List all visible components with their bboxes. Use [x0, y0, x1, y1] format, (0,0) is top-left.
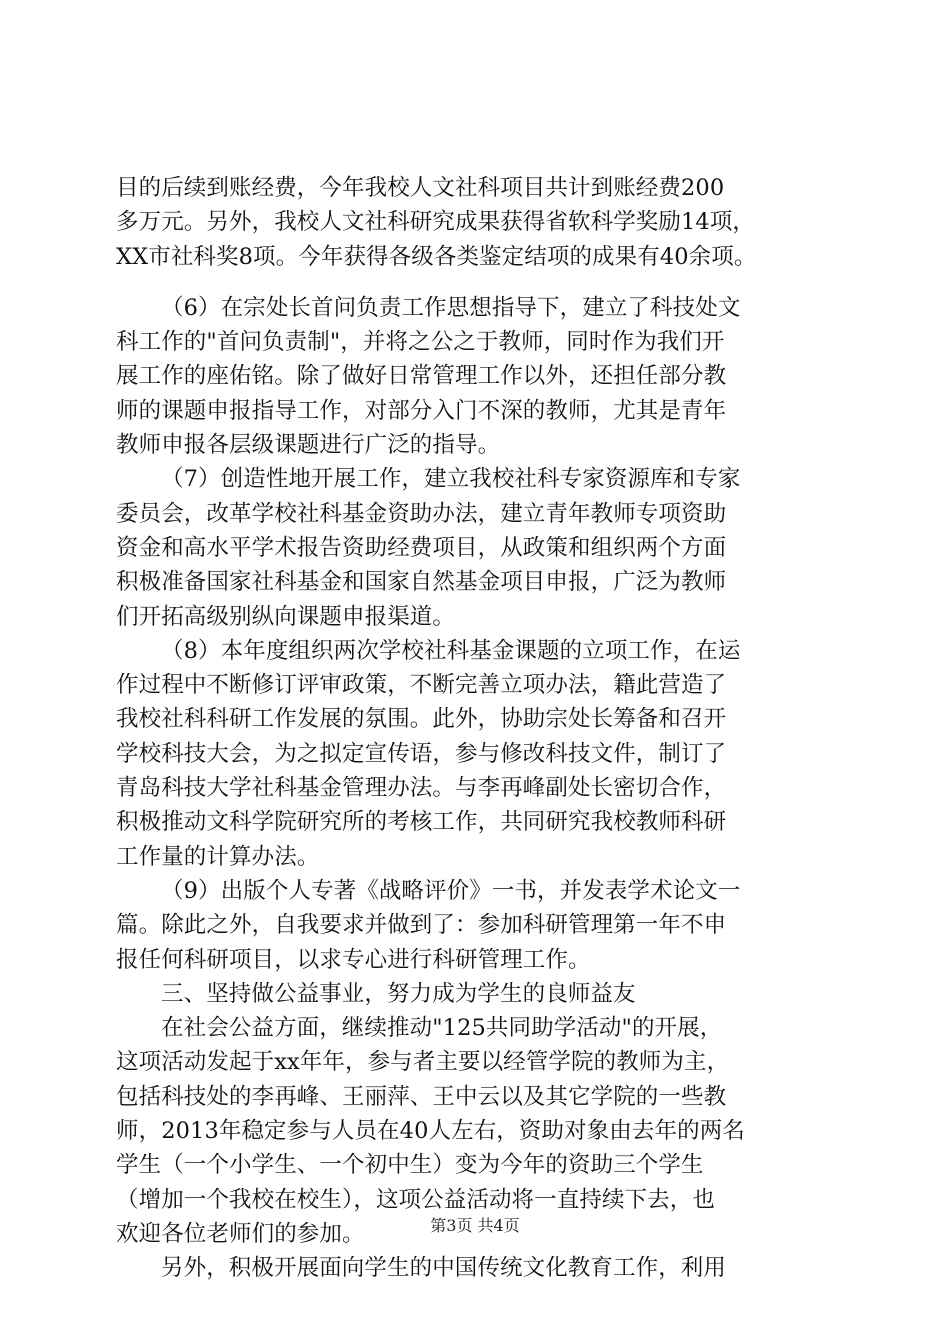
text-line: 包括科技处的李再峰、王丽萍、王中云以及其它学院的一些教 [116, 1083, 727, 1110]
text-line: 资金和高水平学术报告资助经费项目，从政策和组织两个方面 [116, 534, 727, 561]
text-line: 师，2013年稳定参与人员在40人左右，资助对象由去年的两名 [116, 1118, 745, 1145]
text-line: 积极准备国家社科基金和国家自然基金项目申报，广泛为教师 [116, 569, 727, 596]
text-line: 学生（一个小学生、一个初中生）变为今年的资助三个学生 [116, 1152, 704, 1179]
text-line: 积极推动文科学院研究所的考核工作，共同研究我校教师科研 [116, 809, 727, 836]
text-line: 师的课题申报指导工作，对部分入门不深的教师，尤其是青年 [116, 397, 727, 424]
text-line: （增加一个我校在校生），这项公益活动将一直持续下去，也 [116, 1186, 715, 1213]
text-line: 多万元。另外，我校人文社科研究成果获得省软科学奖励14项， [116, 209, 756, 236]
text-line: 我校社科科研工作发展的氛围。此外，协助宗处长筹备和召开 [116, 706, 727, 733]
paragraph-item-7 [116, 462, 836, 633]
document-body [116, 171, 836, 1286]
text-line: 三、坚持做公益事业，努力成为学生的良师益友 [161, 980, 636, 1007]
text-line: 青岛科技大学社科基金管理办法。与李再峰副处长密切合作， [116, 775, 727, 802]
paragraph-item-8 [116, 634, 836, 874]
text-line: 委员会，改革学校社科基金资助办法，建立青年教师专项资助 [116, 500, 727, 527]
text-line: 在社会公益方面，继续推动"125共同助学活动"的开展， [161, 1015, 723, 1042]
text-line: 教师申报各层级课题进行广泛的指导。 [116, 432, 501, 459]
text-line: XX市社科奖8项。今年获得各级各类鉴定结项的成果有40余项。 [116, 243, 757, 270]
paragraph-funding-summary [116, 171, 836, 274]
text-line: 展工作的座佑铭。除了做好日常管理工作以外，还担任部分教 [116, 363, 727, 390]
paragraph-culture-education [116, 1251, 836, 1285]
section-heading-3 [116, 977, 836, 1011]
page-number-footer: 第3页 共4页 [430, 1216, 520, 1235]
text-line: 目的后续到账经费，今年我校人文社科项目共计到账经费200 [116, 175, 725, 201]
text-line: 学校科技大会，为之拟定宣传语，参与修改科技文件，制订了 [116, 740, 727, 767]
text-line: 工作量的计算办法。 [116, 843, 320, 870]
text-line: 作过程中不断修订评审政策，不断完善立项办法，籍此营造了 [116, 672, 727, 699]
text-line: 篇。除此之外，自我要求并做到了：参加科研管理第一年不申 [116, 912, 727, 939]
text-line: （7）创造性地开展工作，建立我校社科专家资源库和专家 [161, 466, 741, 493]
text-line: （6）在宗处长首问负责工作思想指导下，建立了科技处文 [161, 294, 741, 321]
text-line: 欢迎各位老师们的参加。 [116, 1220, 365, 1247]
text-line: （8）本年度组织两次学校社科基金课题的立项工作，在运 [161, 637, 741, 664]
text-line: 科工作的"首问负责制"，并将之公之于教师，同时作为我们开 [116, 329, 725, 356]
text-line: （9）出版个人专著《战略评价》一书，并发表学术论文一 [161, 877, 741, 904]
paragraph-item-9 [116, 874, 836, 977]
text-line: 们开拓高级别纵向课题申报渠道。 [116, 603, 456, 630]
text-line: 另外，积极开展面向学生的中国传统文化教育工作，利用 [161, 1255, 727, 1282]
text-line: 这项活动发起于xx年年，参与者主要以经管学院的教师为主， [116, 1049, 730, 1076]
paragraph-item-6 [116, 291, 836, 462]
text-line: 报任何科研项目，以求专心进行科研管理工作。 [116, 946, 591, 973]
